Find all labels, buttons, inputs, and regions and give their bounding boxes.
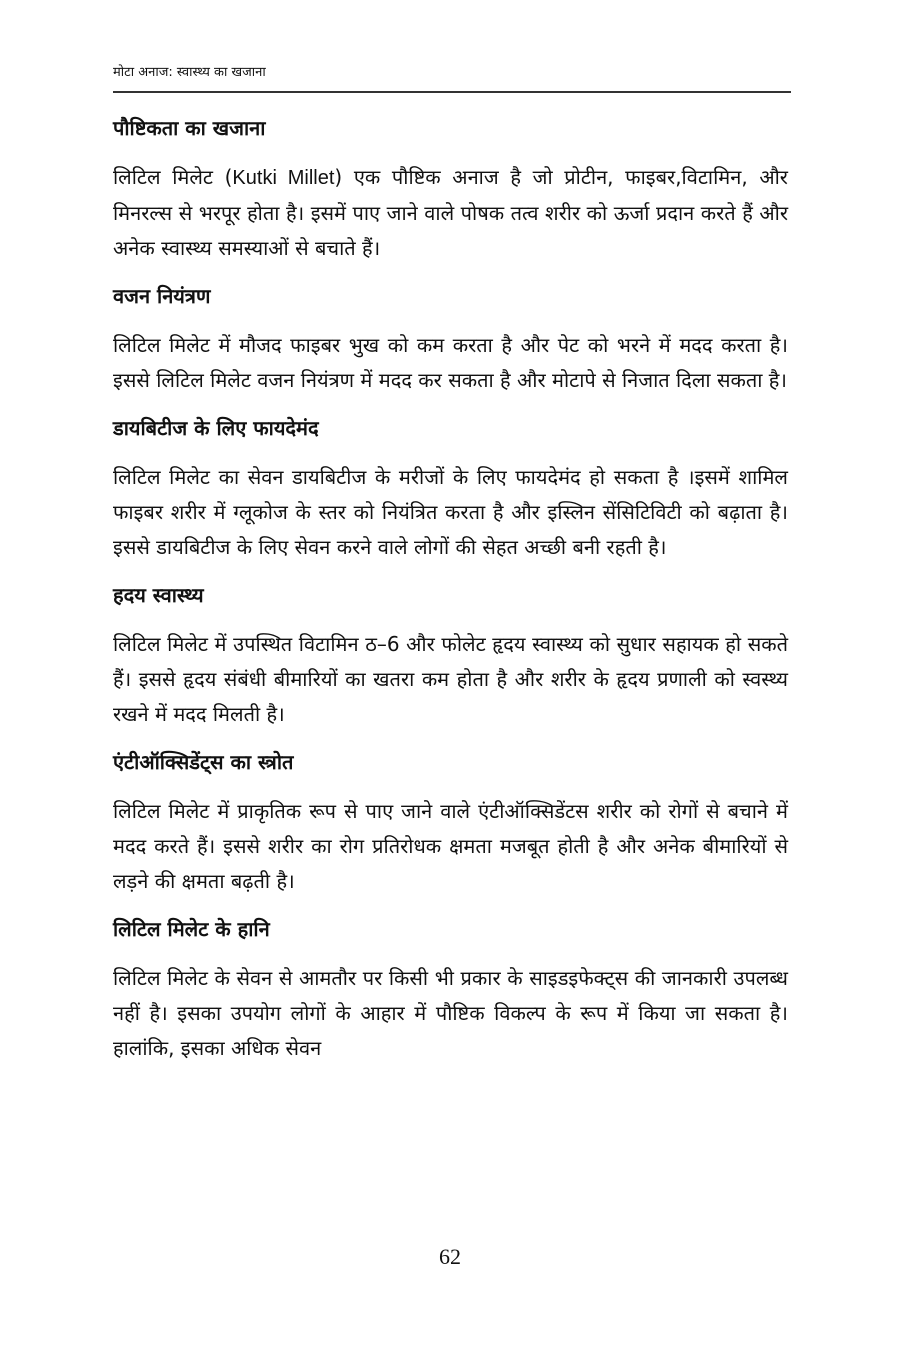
- section-heading-diabetes: डायबिटीज के लिए फायदेमंद: [113, 416, 319, 440]
- section-heading-nutrition: पौष्टिकता का खजाना: [113, 116, 266, 140]
- paragraph-text: ) एक पौष्टिक अनाज है जो प्रोटीन, फाइबर,विटामिन, और मिनरल्स से भरपूर होता है। इसमें पाए जाने वाले पोषक तत्व शरीर को ऊर्जा प्रदान करते हैं और अनेक स्वास्थ्य समस्याओं से बचाते हैं।: [113, 165, 788, 260]
- page-content: [113, 112, 788, 1080]
- header-divider: [113, 91, 791, 93]
- section-heading-antioxidants: एंटीऑक्सिडेंट्स का स्त्रोत: [113, 750, 294, 774]
- section-paragraph-weight-control: लिटिल मिलेट में मौजद फाइबर भुख को कम करता है और पेट को भरने में मदद करता है। इससे लिटिल मिलेट वजन नियंत्रण में मदद कर सकता है और मोटापे से निजात दिला सकता है।: [113, 333, 788, 392]
- section-heading-heart-health: हदय स्वास्थ्य: [113, 583, 204, 607]
- section-heading-weight-control: वजन नियंत्रण: [113, 284, 211, 308]
- page-number: 62: [439, 1244, 461, 1269]
- paragraph-text: लिटिल मिलेट (: [113, 165, 233, 189]
- paragraph-latin-text: Kutki Millet: [232, 167, 335, 189]
- running-header: मोटा अनाज: स्वास्थ्य का खजाना: [113, 65, 266, 80]
- section-paragraph-side-effects: लिटिल मिलेट के सेवन से आमतौर पर किसी भी प्रकार के साइडइफेक्ट्स की जानकारी उपलब्ध नहीं है। इसका उपयोग लोगों के आहार में पौष्टिक विकल्प के रूप में किया जा सकता है। हालांकि, इसका अधिक सेवन: [113, 966, 788, 1060]
- section-heading-side-effects: लिटिल मिलेट के हानि: [113, 917, 270, 941]
- section-paragraph-heart-health: लिटिल मिलेट में उपस्थित विटामिन ठ–6 और फोलेट हृदय स्वास्थ्य को सुधार सहायक हो सकते हैं। इससे हृदय संबंधी बीमारियों का खतरा कम होता है और शरीर के हृदय प्रणाली को स्वस्थ्य रखने में मदद मिलती है।: [113, 632, 788, 726]
- section-paragraph-diabetes: लिटिल मिलेट का सेवन डायबिटीज के मरीजों के लिए फायदेमंद हो सकता है ।इसमें शामिल फाइबर शरीर में ग्लूकोज के स्तर को नियंत्रित करता है और इस्लिन सेंसिटिविटी को बढ़ाता है। इससे डायबिटीज के लिए सेवन करने वाले लोगों की सेहत अच्छी बनी रहती है।: [113, 465, 788, 559]
- section-paragraph-antioxidants: लिटिल मिलेट में प्राकृतिक रूप से पाए जाने वाले एंटीऑक्सिडेंटस शरीर को रोगों से बचाने में मदद करते हैं। इससे शरीर का रोग प्रतिरोधक क्षमता मजबूत होती है और अनेक बीमारियों से लड़ने की क्षमता बढ़ती है।: [113, 799, 788, 893]
- section-paragraph-nutrition: [113, 160, 788, 266]
